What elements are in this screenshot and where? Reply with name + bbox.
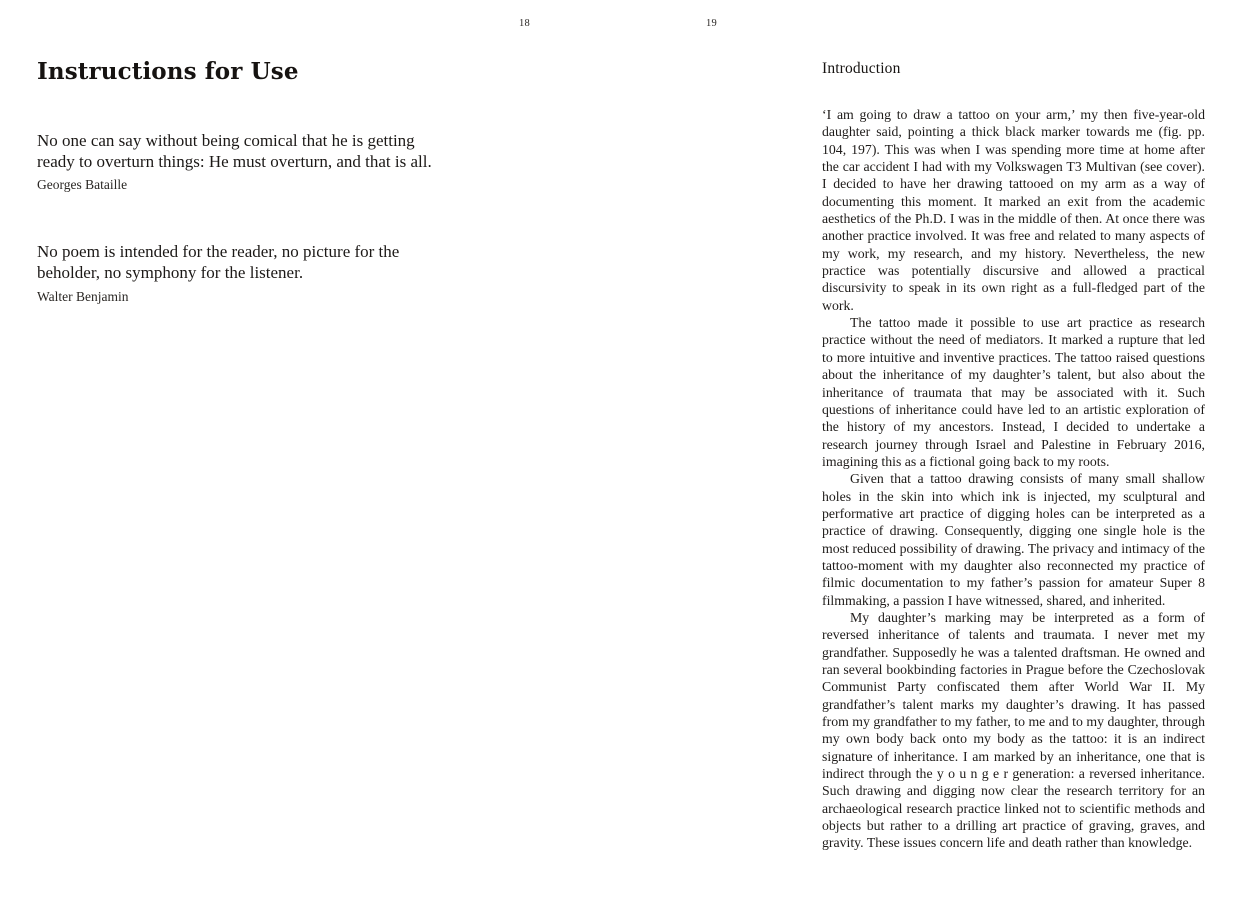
epigraph-text: No one can say without being comical that he is getting ready to overturn things: He must overturn, and that is all. (37, 131, 432, 171)
chapter-title: Instructions for Use (37, 58, 299, 85)
left-page (37, 58, 477, 354)
body-paragraph: Given that a tattoo drawing consists of many small shallow holes in the skin into which ink is injected, my sculptural and performative art practice of digging holes can be interpreted as a practice of drawing. Consequently, digging one single hole is the most reduced possibility of drawing. The privacy and intimacy of the tattoo-moment with my daughter also reconnected my practice of filmic documentation to my father’s passion for amateur Super 8 filmmaking, a passion I have witnessed, shared, and inherited. (822, 471, 1205, 608)
page-number-right: 19 (706, 18, 717, 29)
introduction-body (822, 106, 1205, 852)
page-number-left: 18 (519, 18, 530, 29)
body-paragraph: My daughter’s marking may be interpreted as a form of reversed inheritance of talents and traumata. I never met my grandfather. Supposedly he was a talented draftsman. He owned and ran several bookbinding factories in Prague before the Czechoslovak Communist Party confiscated them after World War II. My grandfather’s talent marks my daughter’s drawing. It has passed from my grandfather to my father, to me and to my daughter, through my own body back onto my body as the tattoo: it is an indirect signature of inheritance. I am marked by an inheritance, one that is indirect through the y o u n g e r generation: a reversed inheritance. Such drawing and digging now clear the research territory for an archaeological research practice linked not to scientific methods and objects but rather to a drilling art practice of graving, graves, and gravity. These issues concern life and death rather than knowledge. (822, 609, 1205, 851)
body-paragraph: ‘I am going to draw a tattoo on your arm,’ my then five-year-old daughter said, pointing a thick black marker towards me (fig. pp. 104, 197). This was when I was spending more time at home after the car accident I had with my Volkswagen T3 Multivan (see cover). I decided to have her drawing tattooed on my arm as a way of documenting this moment. It marked an exit from the academic aesthetics of the Ph.D. I was in the middle of then. At once there was another practice involved. It was free and related to many aspects of my work, my research, and my history. Nevertheless, the new practice was potentially discursive and allowed a practical discursivity to speak in its own right as a full-fledged part of the work. (822, 107, 1205, 313)
epigraph-benjamin (37, 242, 445, 304)
epigraph-text: No poem is intended for the reader, no picture for the beholder, no symphony for the listener. (37, 242, 400, 283)
right-page (822, 60, 1205, 852)
epigraph-bataille (37, 131, 445, 193)
section-heading: Introduction (822, 60, 901, 77)
epigraph-attribution: Walter Benjamin (37, 288, 129, 304)
epigraph-attribution: Georges Bataille (37, 177, 128, 193)
body-paragraph: The tattoo made it possible to use art practice as research practice without the need of mediators. It marked a rupture that led to more intuitive and inventive practices. The tattoo raised questions about the inheritance of my daughter’s talent, but also about the inheritance of traumata that may be associated with it. Such questions of inheritance could have led to an artistic exploration of the history of my ancestors. Instead, I decided to undertake a research journey through Israel and Palestine in February 2016, imagining this as a fictional going back to my roots. (822, 315, 1205, 469)
